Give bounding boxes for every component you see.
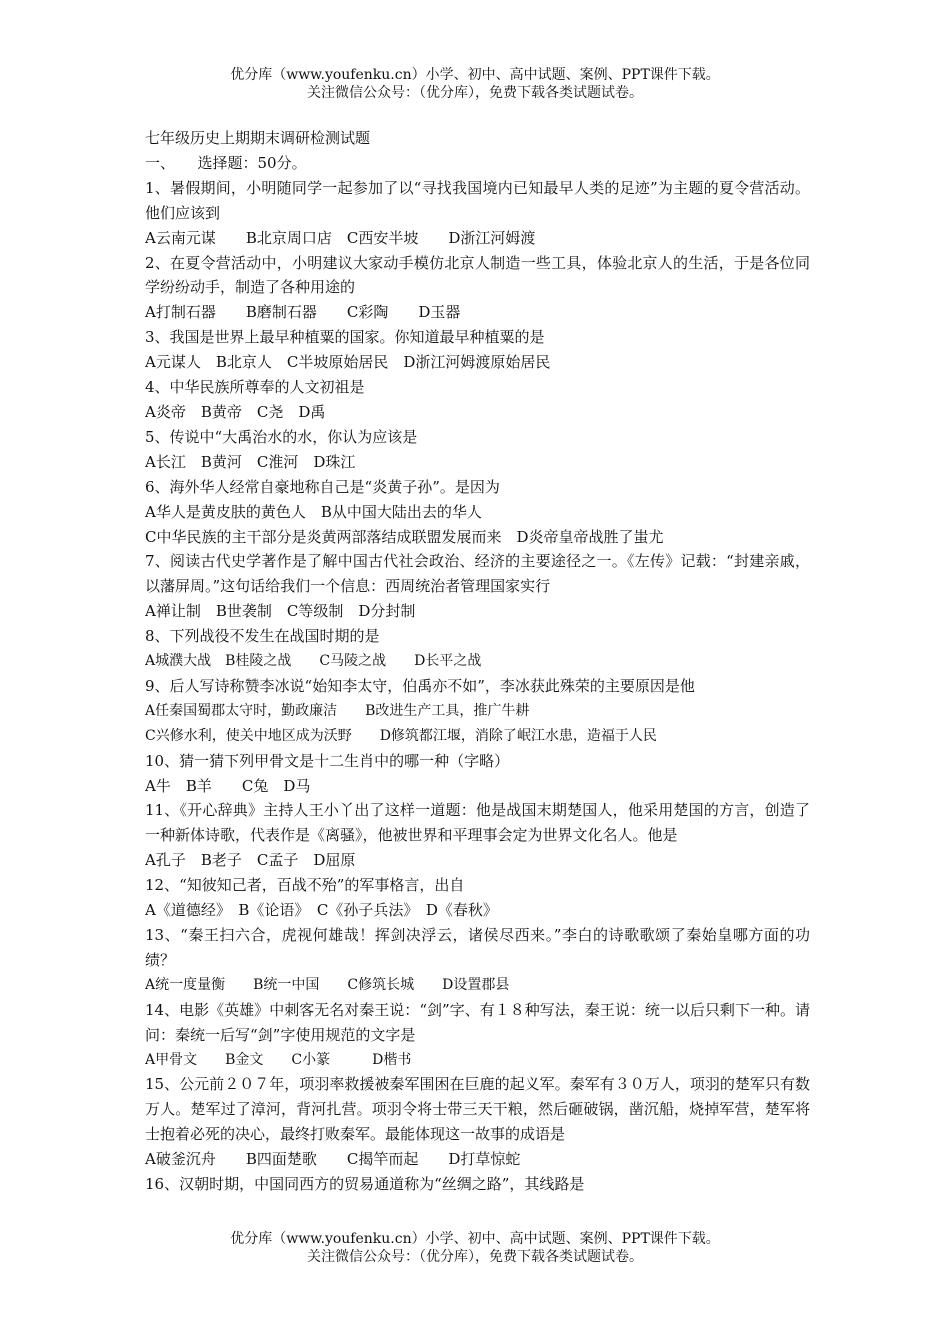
question-4-options: A炎帝 B黄帝 C尧 D禹 (145, 402, 326, 421)
question-5: 5、传说中“大禹治水的水，你认为应该是 (145, 427, 418, 446)
page-header (0, 66, 950, 102)
question-11-options: A孔子 B老子 C孟子 D屈原 (145, 851, 356, 870)
question-5-options: A长江 B黄河 C淮河 D珠江 (145, 452, 356, 471)
question-16: 16、汉朝时期，中国同西方的贸易通道称为“丝绸之路”，其线路是 (145, 1175, 585, 1194)
question-10-options: A牛 B羊 C兔 D马 (145, 776, 311, 795)
question-6: 6、海外华人经常自豪地称自己是“炎黄子孙”。是因为 (145, 477, 500, 496)
exam-title: 七年级历史上期期末调研检测试题 (145, 129, 371, 147)
question-7: 7、阅读古代史学著作是了解中国古代社会政治、经济的主要途径之一。《左传》记载：“封建亲戚，以藩屏周。”这句话给我们一个信息：西周统治者管理国家实行 (145, 552, 810, 596)
question-10: 10、猜一猜下列甲骨文是十二生肖中的哪一种（字略） (145, 751, 510, 770)
question-11: 11、《开心辞典》主持人王小丫出了这样一道题：他是战国末期楚国人，他采用楚国的方言，创造了一种新体诗歌，代表作是《离骚》，他被世界和平理事会定为世界文化名人。他是 (145, 801, 810, 845)
question-9: 9、后人写诗称赞李冰说“始知李太守，伯禹亦不如”，李冰获此殊荣的主要原因是他 (145, 676, 695, 695)
question-13-options: A统一度量衡 B统一中国 C修筑长城 D设置郡县 (145, 976, 510, 993)
question-3: 3、我国是世界上最早种植粟的国家。你知道最早种植粟的是 (145, 328, 545, 347)
header-line-1: 优分库（www.youfenku.cn）小学、初中、高中试题、案例、PPT课件下载。 (230, 67, 720, 83)
question-2-options: A打制石器 B磨制石器 C彩陶 D玉器 (145, 303, 461, 322)
question-3-options: A元谋人 B北京人 C半坡原始居民 D浙江河姆渡原始居民 (145, 353, 551, 372)
question-1-options: A云南元谋 B北京周口店 C西安半坡 D浙江河姆渡 (145, 228, 536, 247)
question-1: 1、暑假期间，小明随同学一起参加了以“寻找我国境内已知最早人类的足迹”为主题的夏令营活动。他们应该到 (145, 178, 810, 222)
page-footer (0, 1230, 950, 1266)
question-6-options-1: A华人是黄皮肤的黄色人 B从中国大陆出去的华人 (145, 502, 482, 521)
question-9-options-2: C兴修水利，使关中地区成为沃野 D修筑都江堰，消除了岷江水患，造福于人民 (145, 727, 657, 744)
question-15-options: A破釜沉舟 B四面楚歌 C揭竿而起 D打草惊蛇 (145, 1150, 521, 1169)
question-8: 8、下列战役不发生在战国时期的是 (145, 627, 380, 646)
question-12: 12、“知彼知己者，百战不殆”的军事格言，出自 (145, 876, 465, 895)
question-14: 14、电影《英雄》中刺客无名对秦王说：“剑”字、有１８种写法，秦王说：统一以后只剩下一种。请问：秦统一后写“剑”字使用规范的文字是 (145, 1000, 810, 1044)
header-line-2: 关注微信公众号：（优分库），免费下载各类试题试卷。 (307, 85, 643, 101)
question-2: 2、在夏令营活动中，小明建议大家动手模仿北京人制造一些工具，体验北京人的生活，于是各位同学纷纷动手，制造了各种用途的 (145, 253, 810, 297)
footer-line-2: 关注微信公众号：（优分库），免费下载各类试题试卷。 (307, 1249, 643, 1265)
question-6-options-2: C中华民族的主干部分是炎黄两部落结成联盟发展而来 D炎帝皇帝战胜了蚩尤 (145, 527, 664, 546)
question-4: 4、中华民族所尊奉的人文初祖是 (145, 378, 365, 397)
question-12-options: A《道德经》 B《论语》 C《孙子兵法》 D《春秋》 (145, 901, 498, 920)
question-15: 15、公元前２０７年，项羽率救援被秦军围困在巨鹿的起义军。秦军有３０万人，项羽的楚军只有数万人。楚军过了漳河，背河扎营。项羽令将士带三天干粮，然后砸破锅，凿沉船，烧掉军营，楚军将士抱着必死的决心，最终打败秦军。最能体现这一故事的成语是 (145, 1075, 810, 1144)
footer-line-1: 优分库（www.youfenku.cn）小学、初中、高中试题、案例、PPT课件下载。 (230, 1231, 720, 1247)
exam-body (145, 126, 810, 1197)
question-14-options: A甲骨文 B金文 C小篆 D楷书 (145, 1051, 412, 1068)
question-9-options-1: A任秦国蜀郡太守时，勤政廉洁 B改进生产工具，推广牛耕 (145, 702, 530, 719)
section-heading: 一、 选择题：50分。 (145, 153, 307, 172)
question-8-options: A城濮大战 B桂陵之战 C马陵之战 D长平之战 (145, 653, 482, 670)
question-7-options: A禅让制 B世袭制 C等级制 D分封制 (145, 602, 416, 621)
question-13: 13、“秦王扫六合，虎视何雄哉！挥剑决浮云，诸侯尽西来。”李白的诗歌歌颂了秦始皇哪方面的功绩？ (145, 926, 810, 969)
